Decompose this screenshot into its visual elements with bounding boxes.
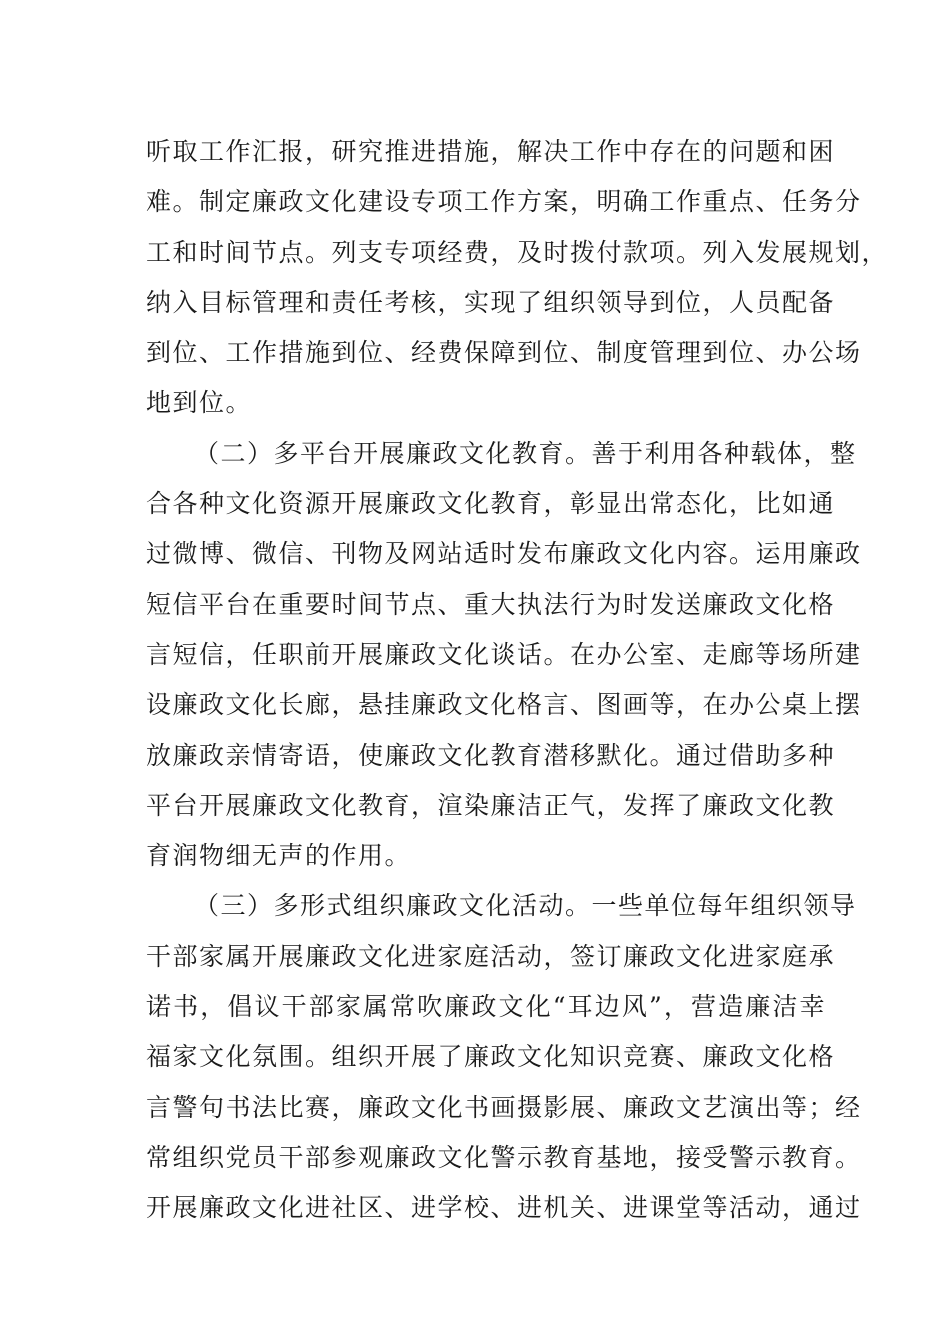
text-line: 到位、工作措施到位、经费保障到位、制度管理到位、办公场 — [146, 338, 862, 368]
text-line: 福家文化氛围。组织开展了廉政文化知识竞赛、廉政文化格 — [146, 1042, 836, 1072]
document-body — [146, 127, 889, 1234]
text-line: 合各种文化资源开展廉政文化教育，彰显出常态化，比如通 — [146, 489, 836, 519]
text-line: 工和时间节点。列支专项经费，及时拨付款项。列入发展规划， — [146, 237, 889, 267]
text-line: 言警句书法比赛，廉政文化书画摄影展、廉政文艺演出等；经 — [146, 1092, 862, 1122]
text-line: 过微博、微信、刊物及网站适时发布廉政文化内容。运用廉政 — [146, 539, 862, 569]
text-line: 短信平台在重要时间节点、重大执法行为时发送廉政文化格 — [146, 589, 836, 619]
text-line: 育润物细无声的作用。 — [146, 841, 412, 871]
text-line: 地到位。 — [146, 388, 253, 418]
text-line: 听取工作汇报，研究推进措施，解决工作中存在的问题和困 — [146, 137, 836, 166]
text-line: 纳入目标管理和责任考核，实现了组织领导到位，人员配备 — [146, 287, 836, 317]
paragraph — [146, 127, 889, 429]
section-heading-line: （三）多形式组织廉政文化活动。一些单位每年组织领导 — [194, 891, 857, 921]
text-line: 开展廉政文化进社区、进学校、进机关、进课堂等活动，通过 — [146, 1193, 862, 1223]
text-line: 常组织党员干部参观廉政文化警示教育基地，接受警示教育。 — [146, 1142, 862, 1172]
text-line: 平台开展廉政文化教育，渲染廉洁正气，发挥了廉政文化教 — [146, 790, 836, 820]
paragraph — [146, 429, 862, 882]
paragraph — [146, 881, 862, 1233]
text-line: 难。制定廉政文化建设专项工作方案，明确工作重点、任务分 — [146, 187, 862, 217]
text-line: 放廉政亲情寄语，使廉政文化教育潜移默化。通过借助多种 — [146, 740, 836, 770]
text-line: 诺书，倡议干部家属常吹廉政文化“耳边风”，营造廉洁幸 — [146, 992, 826, 1022]
text-line: 言短信，任职前开展廉政文化谈话。在办公室、走廊等场所建 — [146, 639, 862, 669]
section-heading-line: （二）多平台开展廉政文化教育。善于利用各种载体，整 — [194, 438, 857, 468]
text-line: 设廉政文化长廊，悬挂廉政文化格言、图画等，在办公桌上摆 — [146, 690, 862, 720]
text-line: 干部家属开展廉政文化进家庭活动，签订廉政文化进家庭承 — [146, 941, 836, 971]
